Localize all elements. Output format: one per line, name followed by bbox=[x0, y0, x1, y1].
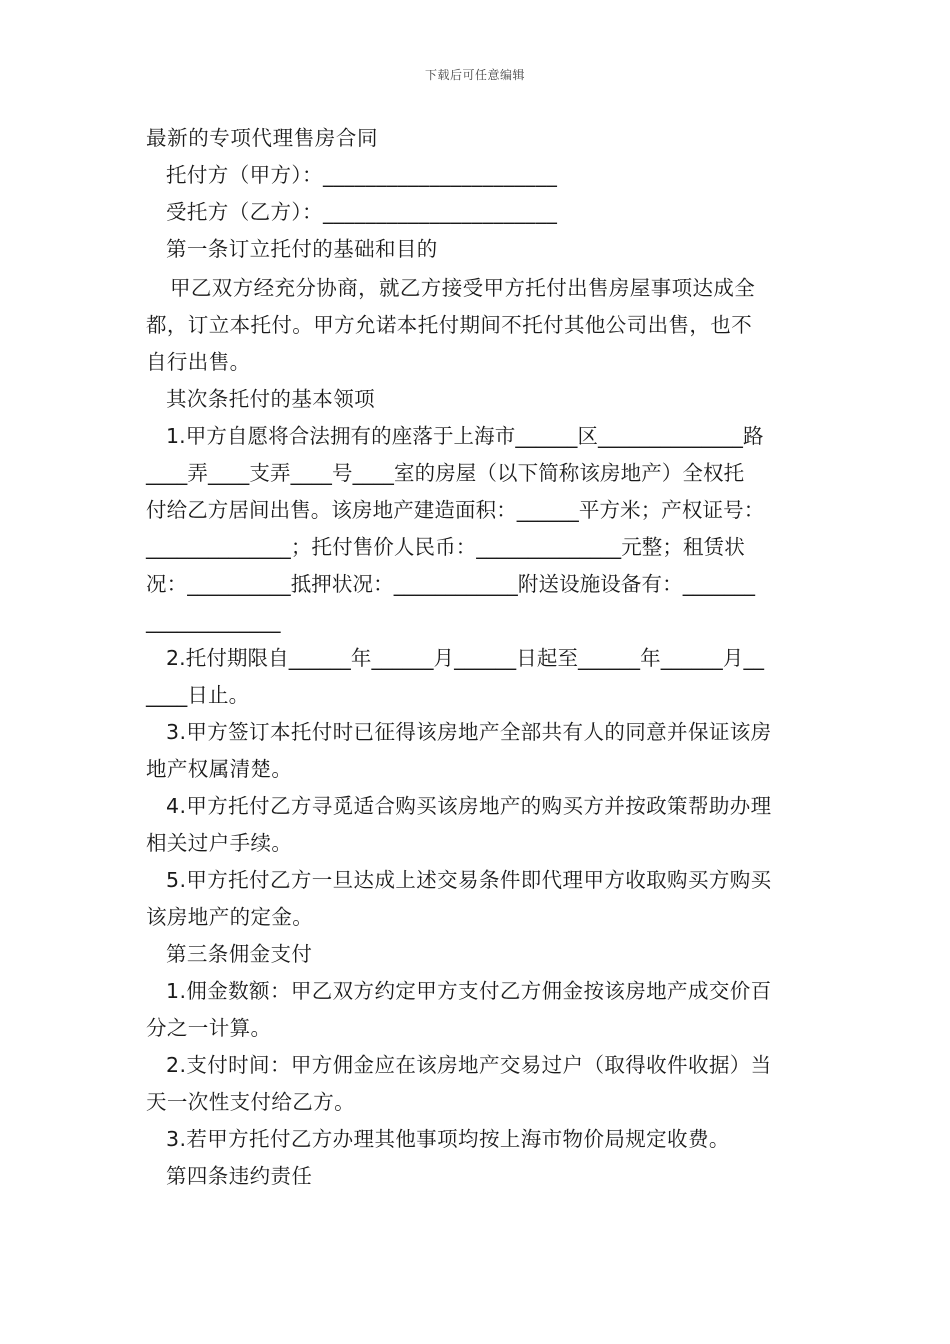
contract-document bbox=[146, 120, 810, 1195]
party-b-line: 受托方（乙方）：______________________ bbox=[166, 200, 558, 224]
article-2-item-1-line-2: ____弄____支弄____号____室的房屋（以下简称该房地产）全权托 bbox=[146, 461, 745, 485]
article-1-line-2: 都，订立本托付。甲方允诺本托付期间不托付其他公司出售，也不 bbox=[146, 313, 753, 337]
article-2-item-5-line-1: 5.甲方托付乙方一旦达成上述交易条件即代理甲方收取购买方购买 bbox=[166, 868, 772, 892]
article-2-item-3-line-1: 3.甲方签订本托付时已征得该房地产全部共有人的同意并保证该房 bbox=[166, 720, 772, 744]
article-2-item-4-line-2: 相关过户手续。 bbox=[146, 831, 293, 855]
article-3-item-2-line-1: 2.支付时间：甲方佣金应在该房地产交易过户（取得收件收据）当 bbox=[166, 1053, 772, 1077]
article-2-item-2-line-1: 2.托付期限自______年______月______日起至______年______月__ bbox=[166, 646, 765, 670]
article-2-item-3-line-2: 地产权属清楚。 bbox=[146, 757, 293, 781]
document-title: 最新的专项代理售房合同 bbox=[146, 126, 379, 150]
page-header: 下载后可任意编辑 bbox=[424, 68, 525, 82]
article-4-title: 第四条违约责任 bbox=[166, 1164, 313, 1188]
article-1-line-3: 自行出售。 bbox=[146, 350, 251, 374]
article-3-item-2-line-2: 天一次性支付给乙方。 bbox=[146, 1090, 355, 1114]
article-3-item-1-line-2: 分之一计算。 bbox=[146, 1016, 272, 1040]
article-2-item-1-line-6: _____________ bbox=[146, 609, 281, 633]
article-3-title: 第三条佣金支付 bbox=[166, 942, 313, 966]
article-2-item-1-line-1: 1.甲方自愿将合法拥有的座落于上海市______区______________路 bbox=[166, 424, 764, 448]
party-a-line: 托付方（甲方）：______________________ bbox=[166, 163, 558, 187]
article-3-item-3: 3.若甲方托付乙方办理其他事项均按上海市物价局规定收费。 bbox=[166, 1127, 730, 1151]
article-1-title: 第一条订立托付的基础和目的 bbox=[166, 237, 438, 261]
article-2-title: 其次条托付的基本领项 bbox=[166, 387, 375, 411]
article-2-item-5-line-2: 该房地产的定金。 bbox=[146, 905, 314, 929]
article-1-line-1: 甲乙双方经充分协商，就乙方接受甲方托付出售房屋事项达成全 bbox=[170, 276, 756, 300]
article-2-item-1-line-4: ______________；托付售价人民币：______________元整；租赁状 bbox=[146, 535, 745, 559]
article-2-item-1-line-3: 付给乙方居间出售。该房地产建造面积：______平方米；产权证号： bbox=[146, 498, 765, 522]
article-2-item-2-line-2: ____日止。 bbox=[146, 683, 250, 707]
article-2-item-1-line-5: 况：__________抵押状况：____________附送设施设备有：_______ bbox=[146, 572, 756, 596]
article-3-item-1-line-1: 1.佣金数额：甲乙双方约定甲方支付乙方佣金按该房地产成交价百 bbox=[166, 979, 772, 1003]
article-2-item-4-line-1: 4.甲方托付乙方寻觅适合购买该房地产的购买方并按政策帮助办理 bbox=[166, 794, 772, 818]
